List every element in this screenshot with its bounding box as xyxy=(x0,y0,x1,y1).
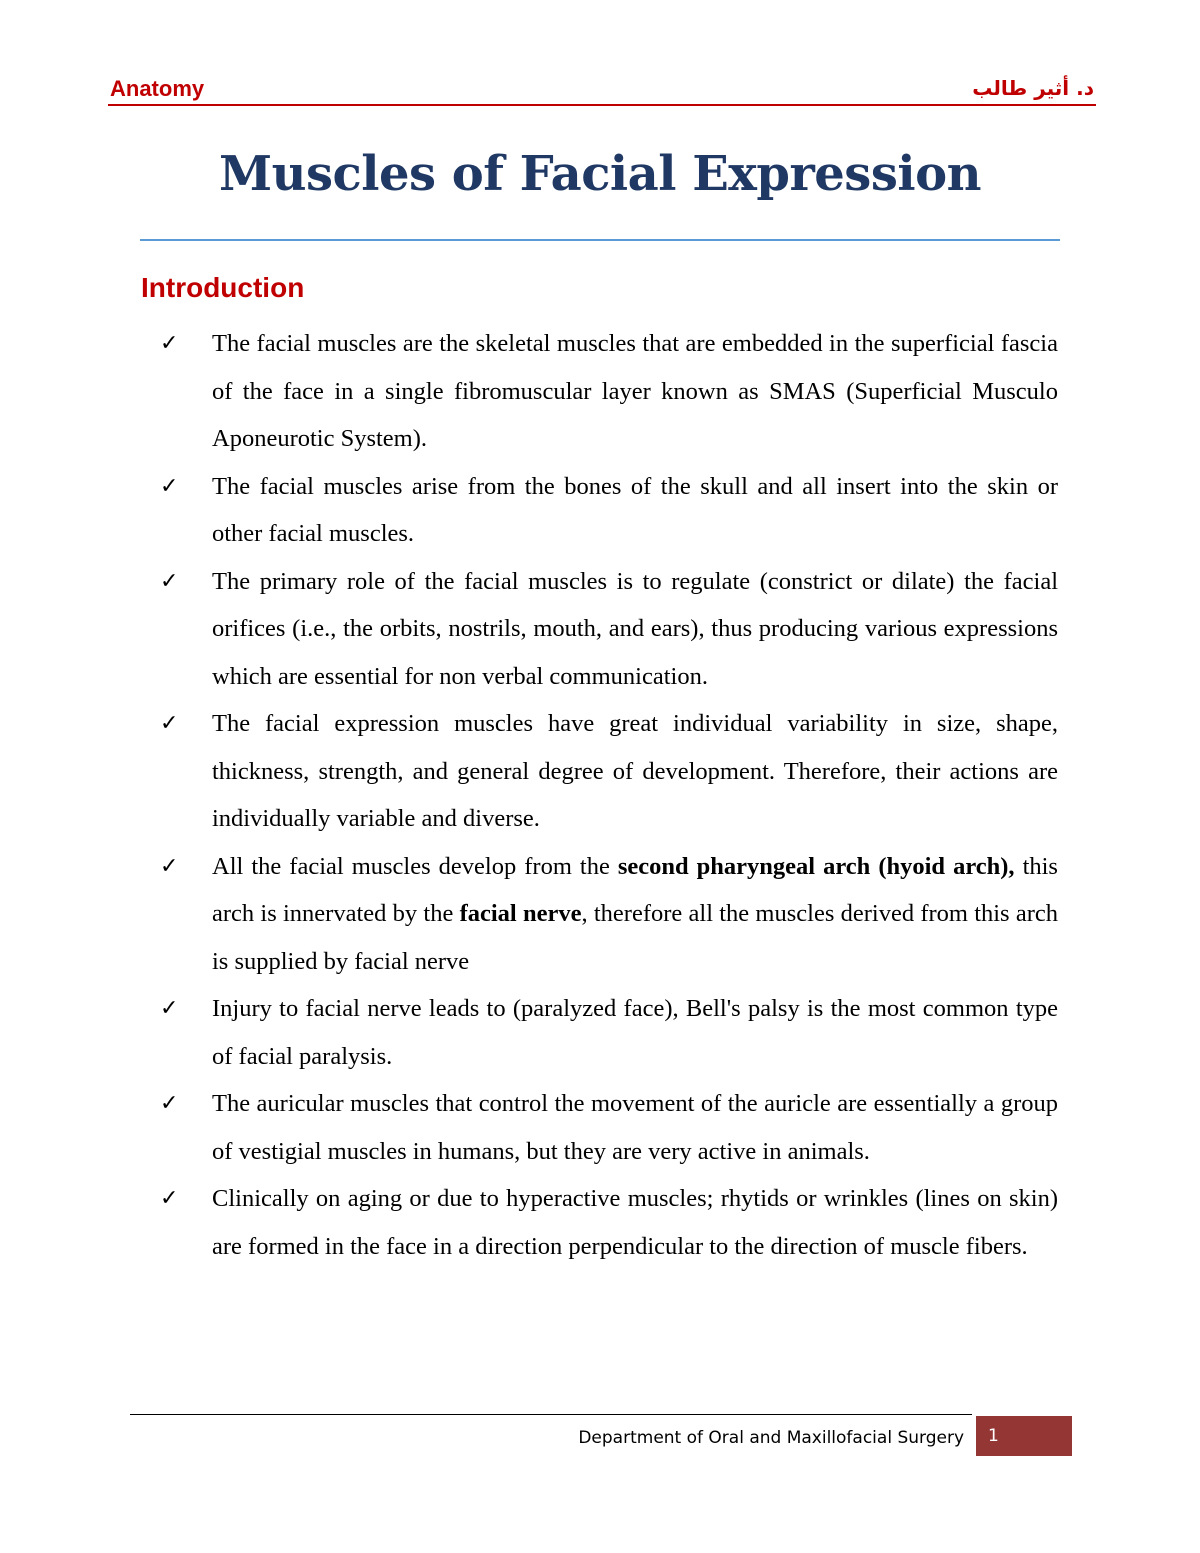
bullet-text: The facial muscles are the skeletal muscles that are embedded in the superficial fascia of the face in a single fibromuscular layer known as SMAS (Superficial Musculo Aponeurotic System). xyxy=(212,330,1058,452)
bullet-list xyxy=(160,320,1058,1270)
bullet-item xyxy=(160,985,1058,1080)
page-number-box xyxy=(976,1416,1072,1456)
page-header xyxy=(108,74,1096,106)
checkmark-icon: ✓ xyxy=(160,1091,179,1116)
checkmark-icon: ✓ xyxy=(160,568,179,594)
bullet-text: Injury to facial nerve leads to (paralyzed face), Bell's palsy is the most common type of facial paralysis. xyxy=(212,995,1058,1070)
bullet-text: The primary role of the facial muscles is to regulate (constrict or dilate) the facial orifices (i.e., the orbits, nostrils, mouth, and ears), thus producing various expressions which are essential for non verbal communication. xyxy=(212,567,1058,690)
bullet-item xyxy=(160,1080,1058,1175)
bullet-text: , therefore all the muscles derived from this arch is supplied by facial nerve xyxy=(212,900,1059,975)
footer-divider xyxy=(130,1414,972,1415)
checkmark-icon: ✓ xyxy=(160,1186,179,1211)
bullet-text: All the facial muscles develop from the xyxy=(212,852,618,880)
bullet-text: The facial muscles arise from the bones of the skull and all insert into the skin or other facial muscles. xyxy=(212,472,1058,547)
bullet-text: Clinically on aging or due to hyperactive muscles; rhytids or wrinkles (lines on skin) are formed in the face in a direction perpendicular to the direction of muscle fibers. xyxy=(212,1185,1058,1260)
checkmark-icon: ✓ xyxy=(160,331,179,356)
header-subject: Anatomy xyxy=(110,76,205,101)
page-number: 1 xyxy=(988,1426,999,1446)
bullet-item xyxy=(160,320,1058,463)
checkmark-icon: ✓ xyxy=(160,996,179,1021)
bullet-item xyxy=(160,558,1058,701)
checkmark-icon: ✓ xyxy=(160,711,179,736)
header-author: د. أثير طالب xyxy=(972,76,1094,100)
section-heading: Introduction xyxy=(141,272,305,303)
bullet-item xyxy=(160,700,1058,843)
bullet-item xyxy=(160,1175,1058,1270)
bold-text: second pharyngeal arch (hyoid arch), xyxy=(617,852,1015,880)
document-title: Muscles of Facial Expression xyxy=(218,146,981,202)
bullet-item xyxy=(160,843,1058,986)
title-divider xyxy=(140,239,1060,241)
checkmark-icon: ✓ xyxy=(160,473,179,499)
bold-text: facial nerve xyxy=(459,900,582,927)
bullet-text: The facial expression muscles have great individual variability in size, shape, thickness, strength, and general degree of development. Therefore, their actions are individually variable and diverse. xyxy=(212,710,1058,832)
bullet-text: this arch is innervated by the xyxy=(212,852,1058,927)
bullet-text: The auricular muscles that control the movement of the auricle are essentially a group of vestigial muscles in humans, but they are very active in animals. xyxy=(212,1090,1058,1165)
bullet-item xyxy=(160,463,1058,558)
footer-department: Department of Oral and Maxillofacial Surgery xyxy=(578,1428,964,1448)
checkmark-icon: ✓ xyxy=(160,853,179,879)
